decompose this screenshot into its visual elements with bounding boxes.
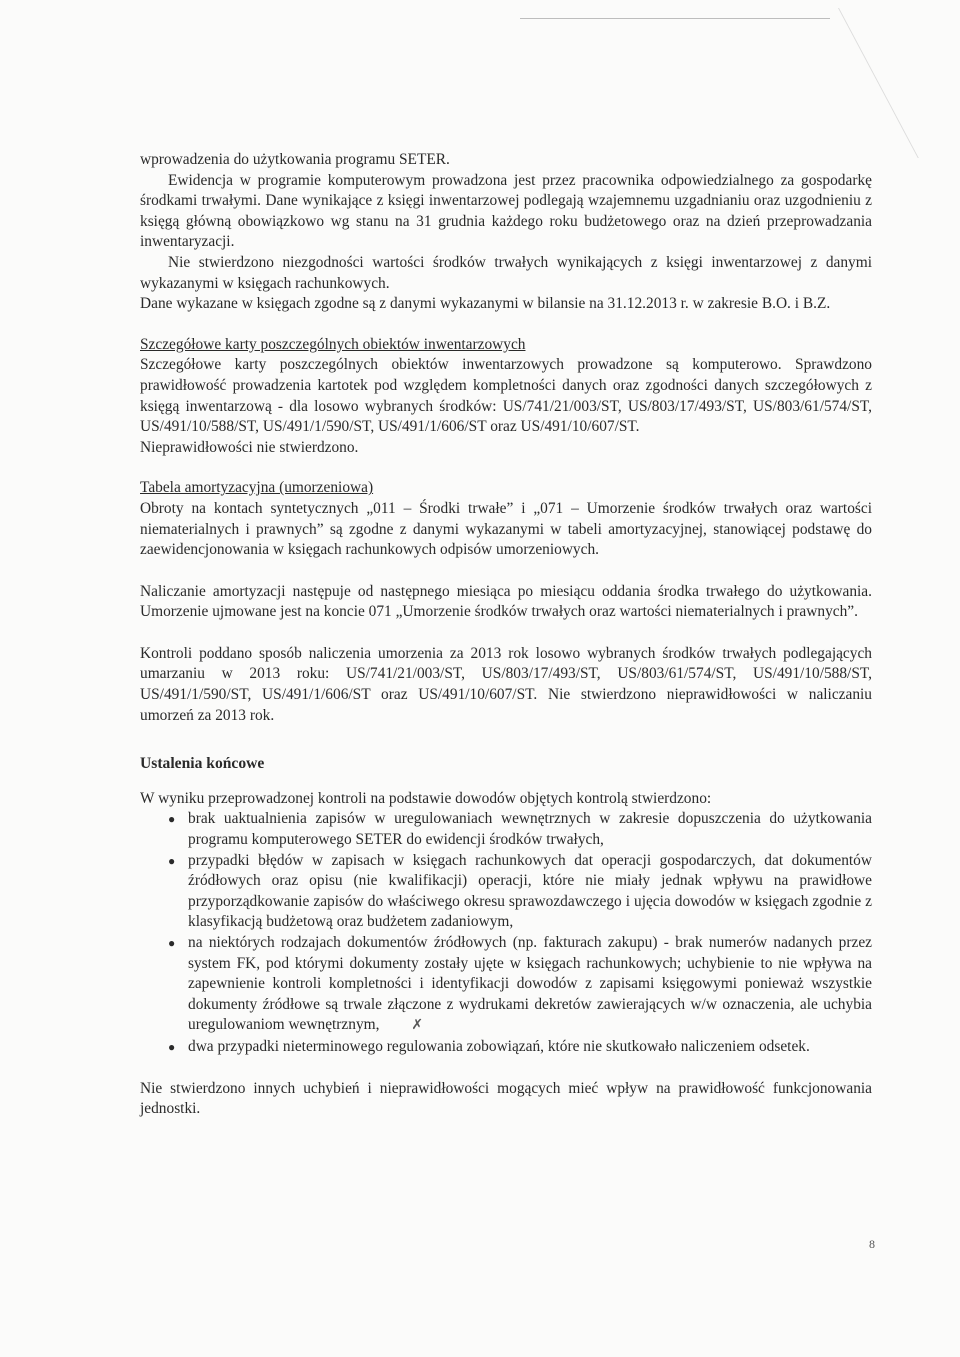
bullet-icon: ● — [168, 812, 176, 827]
depreciation-control-paragraph: Kontroli poddano sposób naliczenia umorzenia za 2013 rok losowo wybranych środków trwałych podlegających umarzaniu w 2013 roku: US/741/21/003/ST, US/803/17/493/ST, US/803/61/574/ST, US/491/10/588/ST, US/491/1/590/ST, US/491/1/606/ST oraz US/491/10/607/ST. Nie stwierdzono nieprawidłowości w naliczaniu umorzeń za 2013 rok. — [140, 644, 872, 724]
scan-artifact-line — [520, 18, 830, 19]
handwritten-cross-mark-icon: ✗ — [411, 1018, 424, 1034]
intro-line: wprowadzenia do użytkowania programu SETER. — [140, 151, 450, 168]
depreciation-turnover-paragraph: Obroty na kontach syntetycznych „011 – Środki trwałe” i „071 – Umorzenie środków trwałych oraz wartości niematerialnych i prawnych” są zgodne z danymi wykazanymi w tabeli amortyzacyjnej, stanowiącej podstawę do zaewidencjonowania w księgach rachunkowych odpisów umorzeniowych. — [140, 499, 872, 559]
intro-balance-paragraph: Dane wykazane w księgach zgodne są z danymi wykazanymi w bilansie na 31.12.2013 r. w zakresie B.O. i B.Z. — [140, 295, 831, 313]
page-number: 8 — [869, 1237, 875, 1251]
list-item — [168, 809, 872, 850]
document-page — [140, 150, 872, 1120]
intro-no-discrepancy-paragraph: Nie stwierdzono niezgodności wartości środków trwałych wynikających z księgi inwentarzowej z danymi wykazanymi w księgach rachunkowych. — [140, 253, 872, 292]
asset-cards-paragraph: Szczegółowe karty poszczególnych obiektów inwentarzowych prowadzone są komputerowo. Sprawdzono prawidłowość prowadzenia kartotek pod względem kompletności danych oraz zgodności danych szczegółowych z księgą inwentarzową - dla losowo wybranych środków: US/741/21/003/ST, US/803/17/493/ST, US/803/61/574/ST, US/491/10/588/ST, US/491/1/590/ST, US/491/1/606/ST oraz US/491/10/607/ST. — [140, 356, 872, 436]
list-item-text: na niektórych rodzajach dokumentów źródłowych (np. fakturach zakupu) - brak numerów nadanych przez system FK, pod którymi dokumenty zostały ujęte w księgach rachunkowych; uchybienie to nie wpływa na zapewnienie kontroli kompletności i identyfikacji dowodów z zapisami księgowymi ponieważ wszystkie dokumenty źródłowe są trwale złączone z wydrukami dekretów zawierających w/w oznaczenia, ale uchybia uregulowaniom wewnętrznym, — [188, 934, 872, 1034]
list-item — [168, 851, 872, 933]
depreciation-calculation-paragraph: Naliczanie amortyzacji następuje od następnego miesiąca po miesiącu oddania środka trwałego do użytkowania. Umorzenie ujmowane jest na koncie 071 „Umorzenie środków trwałych oraz wartości niematerialnych i prawnych”. — [140, 582, 872, 621]
list-item — [168, 1037, 872, 1058]
intro-evidence-paragraph: Ewidencja w programie komputerowym prowadzona jest przez pracownika odpowiedzialnego za gospodarkę środkami trwałymi. Dane wynikające z księgi inwentarzowej podlegają wzajemnemu uzgadnianiu oraz uzgodnieniu z księgą główną obowiązkowo wg stanu na 31 grudnia każdego roku budżetowego oraz na dzień przeprowadzania inwentaryzacji. — [140, 171, 872, 251]
list-item — [168, 933, 872, 1037]
bullet-icon: ● — [168, 1039, 176, 1054]
list-item-text: dwa przypadki nieterminowego regulowania zobowiązań, które nie skutkowało naliczeniem odsetek. — [188, 1037, 810, 1055]
asset-cards-result: Nieprawidłowości nie stwierdzono. — [140, 438, 359, 456]
final-findings-list — [140, 809, 872, 1057]
section-heading-final-findings: Ustalenia końcowe — [140, 755, 265, 773]
list-item-text: przypadki błędów w zapisach w księgach rachunkowych dat operacji gospodarczych, dat dokumentów źródłowych oraz opisu (nie kwalifikacji) operacji, które nie miały jednak wpływu na prawidłowe przyporządkowanie zapisów do właściwego okresu sprawozdawczego i ujęcia dowodów w księgach zgodnie z klasyfikacją budżetową oraz budżetem zadaniowym, — [188, 851, 872, 931]
scan-artifact-corner — [838, 8, 960, 158]
list-item-text: brak uaktualnienia zapisów w uregulowaniach wewnętrznych w zakresie dopuszczenia do użytkowania programu komputerowego SETER do ewidencji środków trwałych, — [188, 810, 872, 849]
section-heading-depreciation-table: Tabela amortyzacyjna (umorzeniowa) — [140, 479, 374, 497]
closing-paragraph: Nie stwierdzono innych uchybień i nieprawidłowości mogących mieć wpływ na prawidłowość funkcjonowania jednostki. — [140, 1079, 872, 1118]
section-heading-asset-cards: Szczegółowe karty poszczególnych obiektów inwentarzowych — [140, 335, 526, 353]
final-findings-lead: W wyniku przeprowadzonej kontroli na podstawie dowodów objętych kontrolą stwierdzono: — [140, 789, 712, 807]
bullet-icon: ● — [168, 853, 176, 868]
bullet-icon: ● — [168, 936, 176, 950]
